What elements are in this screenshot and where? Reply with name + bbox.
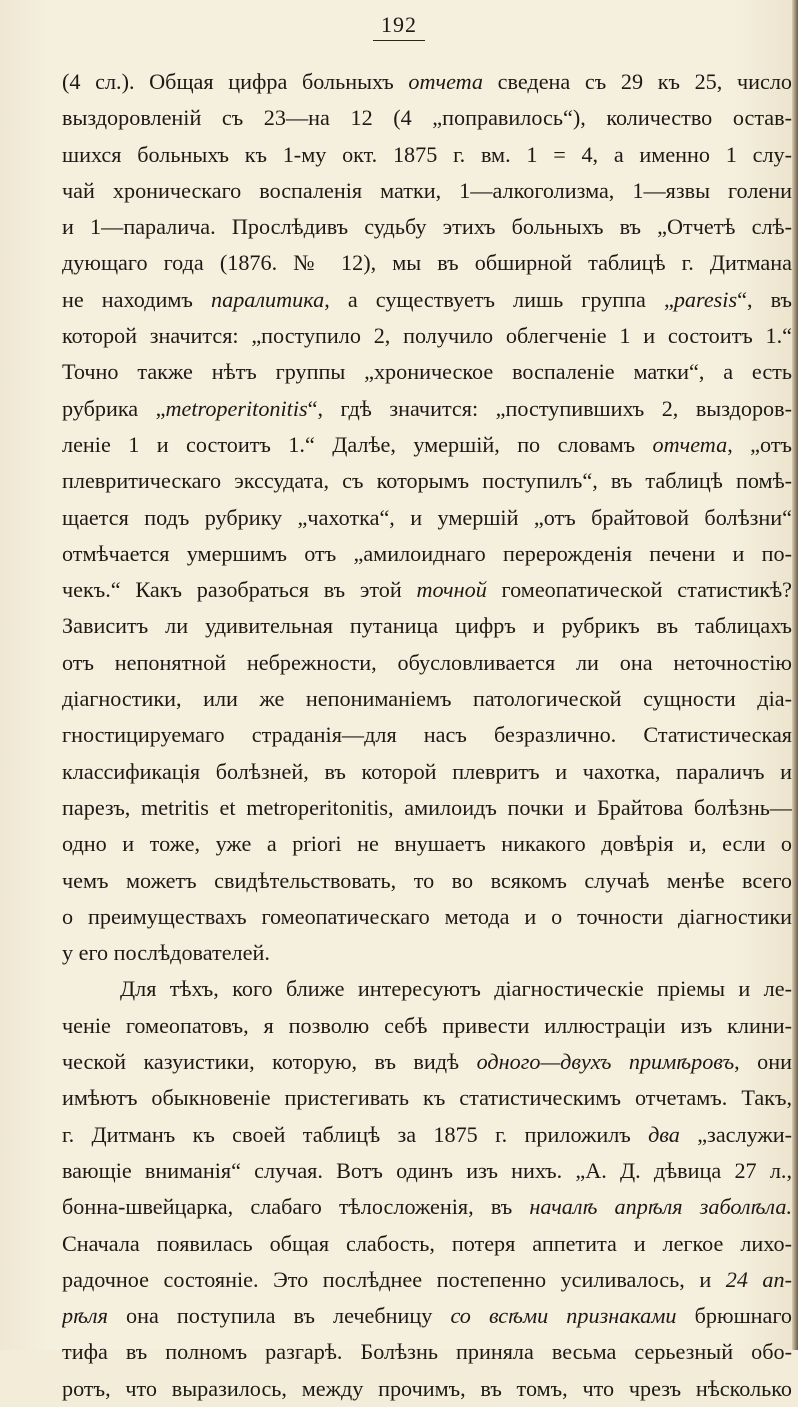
text-line — [62, 935, 792, 971]
text-run: отмѣчается умершимъ отъ „амилоиднаго перерожденія печени и по- — [62, 540, 792, 566]
text-line — [62, 863, 792, 899]
italic-text: отчета — [408, 69, 484, 94]
text-line — [62, 717, 792, 753]
text-line — [62, 1117, 792, 1153]
text-line — [62, 681, 792, 717]
text-run: леніе 1 и состоитъ 1.“ Далѣе, умершій, по словамъ — [62, 431, 653, 457]
text-run: ченіе гомеопатовъ, я позволю себѣ привести иллюстраціи изъ клини- — [62, 1012, 792, 1038]
text-line — [62, 282, 792, 318]
text-run: радочное состояніе. Это послѣднее постепенно усиливалось, и — [62, 1266, 726, 1292]
italic-text: началѣ апрѣля заболѣла. — [529, 1194, 792, 1220]
text-run: , они — [734, 1049, 792, 1075]
text-line — [62, 899, 792, 935]
text-line — [62, 427, 792, 463]
text-run: гностицируемаго страданія—для насъ безразлично. Статистическая — [62, 722, 792, 748]
text-run: гомеопатической статистикѣ? — [486, 577, 792, 603]
text-run: дующаго года (1876. № 12), мы въ обширной таблицѣ г. Дитмана — [62, 250, 792, 276]
text-run: ческой казуистики, которую, въ видѣ — [62, 1049, 477, 1075]
page-number — [0, 12, 798, 41]
text-run: г. Дитманъ къ своей таблицѣ за 1875 г. приложилъ — [62, 1121, 649, 1147]
text-line — [62, 173, 792, 209]
text-line — [62, 971, 792, 1007]
text-run: одно и тоже, уже а priori не внушаетъ никакого довѣрія и, если о — [62, 831, 792, 857]
text-run: выздоровленій съ 23—на 12 (4 „поправилось“), количество остав- — [62, 105, 792, 131]
text-run: , „отъ — [727, 431, 792, 457]
text-run: о преимуществахъ гомеопатическаго метода и о точности діагностики — [62, 903, 792, 929]
text-run: Для тѣхъ, кого ближе интересуютъ діагностическіе пріемы и ле- — [120, 976, 792, 1002]
text-run: парезъ, metritis et metroperitonitis, амилоидъ почки и Брайтова болѣзнь— — [62, 794, 792, 820]
text-line — [62, 463, 792, 499]
text-run: она поступила въ лечебницу — [107, 1303, 451, 1329]
text-line — [62, 1153, 792, 1189]
text-run: “, въ — [737, 286, 792, 312]
text-run: имѣютъ обыкновеніе пристегивать къ статистическимъ отчетамъ. Такъ, — [62, 1085, 792, 1111]
text-line — [62, 1334, 792, 1370]
text-run: , а существуетъ лишь группа „ — [324, 286, 674, 312]
italic-text: рѣля — [62, 1303, 108, 1329]
page-edge — [792, 0, 798, 1350]
text-run: рубрика „ — [62, 395, 166, 421]
text-run: тифа въ полномъ разгарѣ. Болѣзнь приняла весьма серьезный обо- — [62, 1339, 792, 1365]
text-run: вающіе вниманія“ случая. Вотъ одинъ изъ нихъ. „А. Д. дѣвица 27 л., — [62, 1157, 792, 1183]
text-run: “, гдѣ значится: „поступившихъ 2, выздоров- — [307, 395, 792, 421]
text-run: (4 сл.). Общая цифра больныхъ — [62, 69, 409, 94]
italic-text: metroperitonitis — [165, 395, 308, 421]
italic-text: со всѣми признаками — [450, 1303, 677, 1329]
text-line — [62, 1189, 792, 1225]
italic-text: одного—двухъ примѣровъ — [476, 1049, 735, 1075]
text-run: „заслужи- — [679, 1121, 792, 1147]
text-line — [62, 754, 792, 790]
italic-text: паралитика — [211, 286, 325, 312]
text-run: у его послѣдователей. — [62, 940, 270, 966]
text-run: не находимъ — [62, 286, 211, 312]
text-run: чемъ можетъ свидѣтельствовать, то во всякомъ случаѣ менѣе всего — [62, 867, 792, 893]
text-line — [62, 1262, 792, 1298]
text-line — [62, 1298, 792, 1334]
text-run: сведена съ 29 къ 25, число — [483, 69, 792, 94]
text-run: діагностики, или же непониманіемъ патологической сущности діа- — [62, 686, 792, 712]
text-line — [62, 608, 792, 644]
text-line — [62, 500, 792, 536]
italic-text: 24 ап- — [725, 1266, 792, 1292]
text-run: Зависитъ ли удивительная путаница цифръ и рубрикъ въ таблицахъ — [62, 613, 792, 639]
text-run: чекъ.“ Какъ разобраться въ этой — [62, 577, 417, 603]
text-line — [62, 1226, 792, 1262]
text-line — [62, 790, 792, 826]
italic-text: paresis — [673, 286, 738, 312]
text-line — [62, 1008, 792, 1044]
text-line — [62, 100, 792, 136]
page-number-text: 192 — [373, 12, 425, 41]
italic-text: отчета — [652, 431, 728, 457]
text-run: чай хроническаго воспаленія матки, 1—алкоголизма, 1—язвы голени — [62, 177, 792, 203]
text-line — [62, 354, 792, 390]
text-line — [62, 645, 792, 681]
text-run: ротъ, что выразилось, между прочимъ, въ томъ, что чрезъ нѣсколько — [62, 1375, 792, 1401]
text-line — [62, 209, 792, 245]
text-run: отъ непонятной небрежности, обусловливается ли она неточностію — [62, 649, 792, 675]
text-line — [62, 391, 792, 427]
text-line — [62, 1371, 792, 1407]
text-line — [62, 572, 792, 608]
text-line — [62, 1080, 792, 1116]
text-run: которой значится: „поступило 2, получило облегченіе 1 и состоитъ 1.“ — [62, 323, 792, 349]
text-run: плевритическаго экссудата, съ которымъ поступилъ“, въ таблицѣ помѣ- — [62, 468, 792, 494]
text-line — [62, 137, 792, 173]
text-run: щается подъ рубрику „чахотка“, и умершій „отъ брайтовой болѣзни“ — [62, 504, 792, 530]
text-line — [62, 826, 792, 862]
text-line — [62, 64, 792, 100]
body-text — [62, 64, 792, 1407]
text-run: Точно также нѣтъ группы „хроническое воспаленіе матки“, а есть — [62, 359, 792, 385]
text-run: шихся больныхъ къ 1-му окт. 1875 г. вм. 1 = 4, а именно 1 слу- — [62, 141, 792, 167]
text-line — [62, 1044, 792, 1080]
text-run: Сначала появилась общая слабость, потеря аппетита и легкое лихо- — [62, 1230, 792, 1256]
text-run: классификація болѣзней, въ которой плевритъ и чахотка, параличъ и — [62, 758, 792, 784]
text-line — [62, 318, 792, 354]
italic-text: точной — [416, 577, 487, 603]
text-line — [62, 536, 792, 572]
text-line — [62, 245, 792, 281]
italic-text: два — [648, 1121, 680, 1147]
text-run: брюшнаго — [676, 1303, 792, 1329]
text-run: и 1—паралича. Прослѣдивъ судьбу этихъ больныхъ въ „Отчетѣ слѣ- — [62, 214, 792, 240]
text-run: бонна-швейцарка, слабаго тѣлосложенія, въ — [62, 1194, 530, 1220]
